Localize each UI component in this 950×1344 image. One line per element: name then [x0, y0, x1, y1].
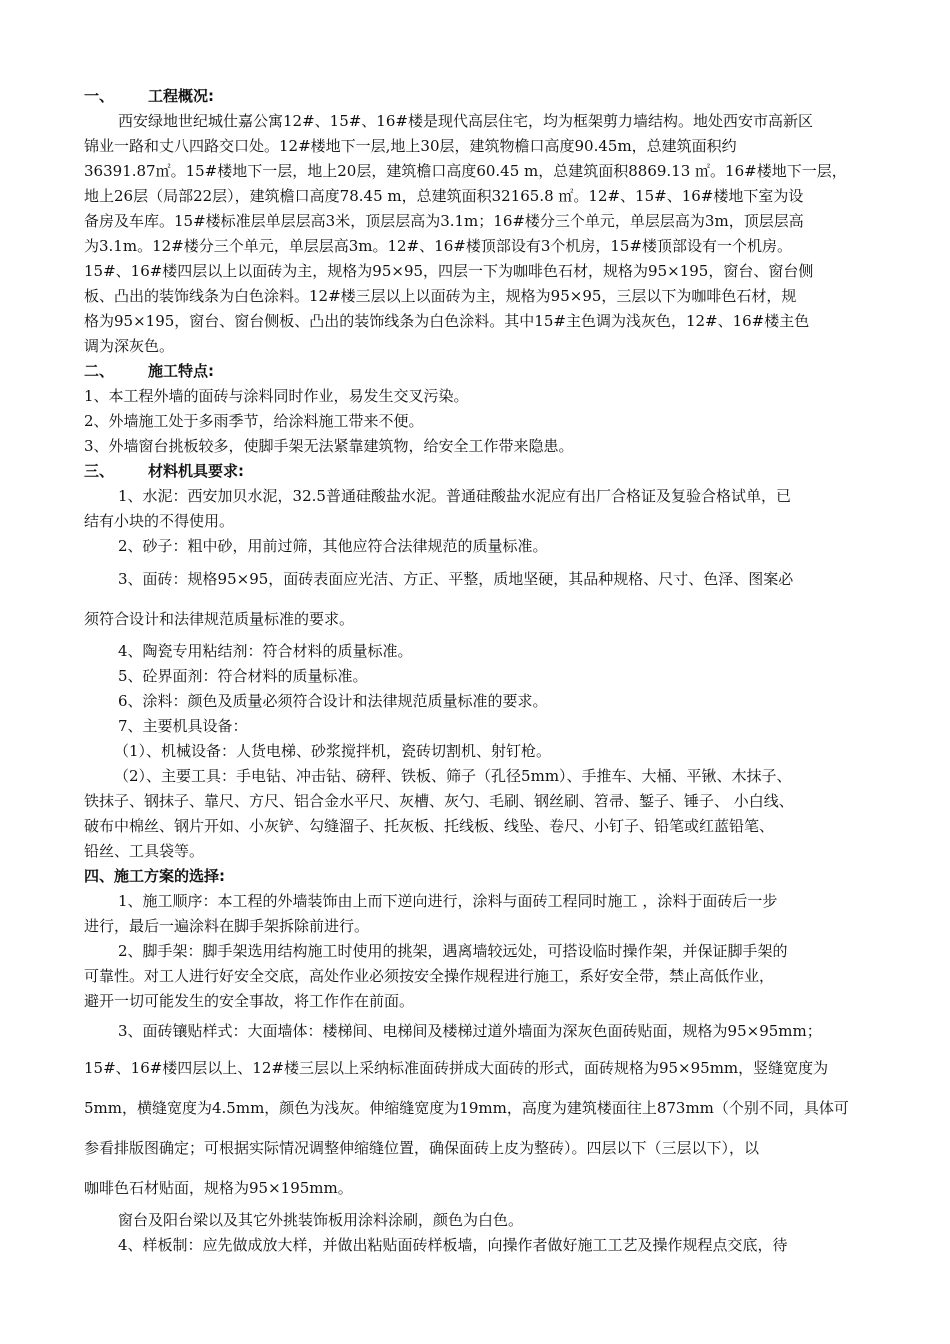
paragraph-line: 参看排版图确定；可根据实际情况调整伸缩缝位置，确保面砖上皮为整砖）。四层以下（三层以下），以: [84, 1139, 760, 1157]
paragraph-line: 咖啡色石材贴面，规格为95×195mm。: [84, 1179, 353, 1197]
paragraph-line: 须符合设计和法律规范质量标准的要求。: [84, 610, 355, 628]
paragraph-line: 格为95×195，窗台、窗台侧板、凸出的装饰线条为白色涂料。其中15#主色调为浅灰色，12#、16#楼主色: [84, 312, 810, 330]
paragraph-line: 可靠性。对工人进行好安全交底，高处作业必须按安全操作规程进行施工，系好安全带，禁止高低作业，: [84, 967, 775, 985]
paragraph-line: 西安绿地世纪城仕嘉公寓12#、15#、16#楼是现代高层住宅，均为框架剪力墙结构。地处西安市高新区: [118, 112, 813, 130]
paragraph-line: 铁抹子、钢抹子、靠尺、方尺、铝合金水平尺、灰槽、灰勺、毛刷、钢丝刷、笤帚、錾子、锤子、 小白线、: [84, 792, 794, 810]
section-title: 材料机具要求:: [148, 462, 244, 480]
section-number: 三、: [84, 462, 115, 480]
paragraph-line: 备房及车库。15#楼标准层单层层高3米，顶层层高为3.1m；16#楼分三个单元，单层层高为3m，顶层层高: [84, 212, 804, 230]
paragraph-line: 板、凸出的装饰线条为白色涂料。12#楼三层以上以面砖为主，规格为95×95，三层以下为咖啡色石材，规: [84, 287, 797, 305]
section-title: 工程概况:: [148, 87, 214, 105]
paragraph-line: 5mm，横缝宽度为4.5mm，颜色为浅灰。伸缩缝宽度为19mm，高度为建筑楼面往上873mm（个别不同，具体可: [84, 1099, 849, 1117]
paragraph-line: 7、主要机具设备：: [118, 717, 248, 735]
paragraph-line: 36391.87㎡。15#楼地下一层，地上20层，建筑檐口高度60.45 m，总建筑面积8869.13 ㎡。16#楼地下一层，: [84, 162, 847, 180]
paragraph-line: 破布中棉丝、钢片开如、小灰铲、勾缝溜子、托灰板、托线板、线坠、卷尺、小钉子、铅笔或红蓝铅笔、: [84, 817, 775, 835]
section-number: 一、: [84, 87, 115, 105]
paragraph-line: 进行，最后一遍涂料在脚手架拆除前进行。: [84, 917, 370, 935]
paragraph-line: 5、砼界面剂：符合材料的质量标准。: [118, 667, 368, 685]
paragraph-line: 调为深灰色。: [84, 337, 175, 355]
paragraph-line: 1、施工顺序：本工程的外墙装饰由上而下逆向进行，涂料与面砖工程同时施工 ，涂料于面砖后一步: [118, 892, 778, 910]
paragraph-line: （2）、主要工具：手电钻、冲击钻、磅秤、铁板、筛子（孔径5mm）、手推车、大桶、平锹、木抹子、: [114, 767, 792, 785]
section-heading-4: 四、施工方案的选择:: [84, 867, 225, 885]
paragraph-line: 铅丝、工具袋等。: [84, 842, 205, 860]
paragraph-line: 4、陶瓷专用粘结剂：符合材料的质量标准。: [118, 642, 413, 660]
paragraph-line: 15#、16#楼四层以上以面砖为主，规格为95×95，四层一下为咖啡色石材，规格为95×195，窗台、窗台侧: [84, 262, 814, 280]
list-item: 1、本工程外墙的面砖与涂料同时作业，易发生交叉污染。: [84, 387, 469, 405]
section-heading-3: [84, 459, 878, 484]
section-title: 施工特点:: [148, 362, 214, 380]
paragraph-line: 3、面砖：规格95×95，面砖表面应光洁、方正、平整，质地坚硬，其品种规格、尺寸、色泽、图案必: [118, 570, 794, 588]
paragraph-line: 6、涂料：颜色及质量必须符合设计和法律规范质量标准的要求。: [118, 692, 548, 710]
section-number: 二、: [84, 362, 115, 380]
paragraph-line: 3、面砖镶贴样式：大面墙体：楼梯间、电梯间及楼梯过道外墙面为深灰色面砖贴面，规格为95×95mm；: [118, 1022, 822, 1040]
paragraph-line: 2、脚手架：脚手架选用结构施工时使用的挑架，遇离墙较远处，可搭设临时操作架，并保证脚手架的: [118, 942, 788, 960]
list-item: 3、外墙窗台挑板较多，使脚手架无法紧靠建筑物，给安全工作带来隐患。: [84, 437, 574, 455]
paragraph-line: 锦业一路和丈八四路交口处。12#楼地下一层,地上30层，建筑物檐口高度90.45m，总建筑面积约: [84, 137, 737, 155]
paragraph-line: 4、样板制：应先做成放大样，并做出粘贴面砖样板墙，向操作者做好施工工艺及操作规程点交底，待: [118, 1236, 788, 1254]
paragraph-line: 15#、16#楼四层以上、12#楼三层以上采纳标准面砖拼成大面砖的形式，面砖规格为95×95mm，竖缝宽度为: [84, 1059, 829, 1077]
paragraph-line: 结有小块的不得使用。: [84, 512, 235, 530]
paragraph-line: 避开一切可能发生的安全事故，将工作作在前面。: [84, 992, 415, 1010]
paragraph-line: 地上26层（局部22层），建筑檐口高度78.45 m，总建筑面积32165.8 ㎡。12#、15#、16#楼地下室为设: [84, 187, 804, 205]
paragraph-line: （1）、机械设备：人货电梯、砂浆搅拌机，瓷砖切割机、射钉枪。: [114, 742, 552, 760]
paragraph-line: 为3.1m。12#楼分三个单元，单层层高3m。12#、16#楼顶部设有3个机房，15#楼顶部设有一个机房。: [84, 237, 793, 255]
paragraph-line: 窗台及阳台梁以及其它外挑装饰板用涂料涂刷，颜色为白色。: [118, 1211, 524, 1229]
section-heading-2: [84, 359, 878, 384]
paragraph-line: 1、水泥：西安加贝水泥，32.5普通硅酸盐水泥。普通硅酸盐水泥应有出厂合格证及复验合格试单，已: [118, 487, 791, 505]
paragraph-line: 2、砂子：粗中砂，用前过筛，其他应符合法律规范的质量标准。: [118, 537, 548, 555]
section-heading-1: [84, 84, 878, 109]
list-item: 2、外墙施工处于多雨季节，给涂料施工带来不便。: [84, 412, 424, 430]
